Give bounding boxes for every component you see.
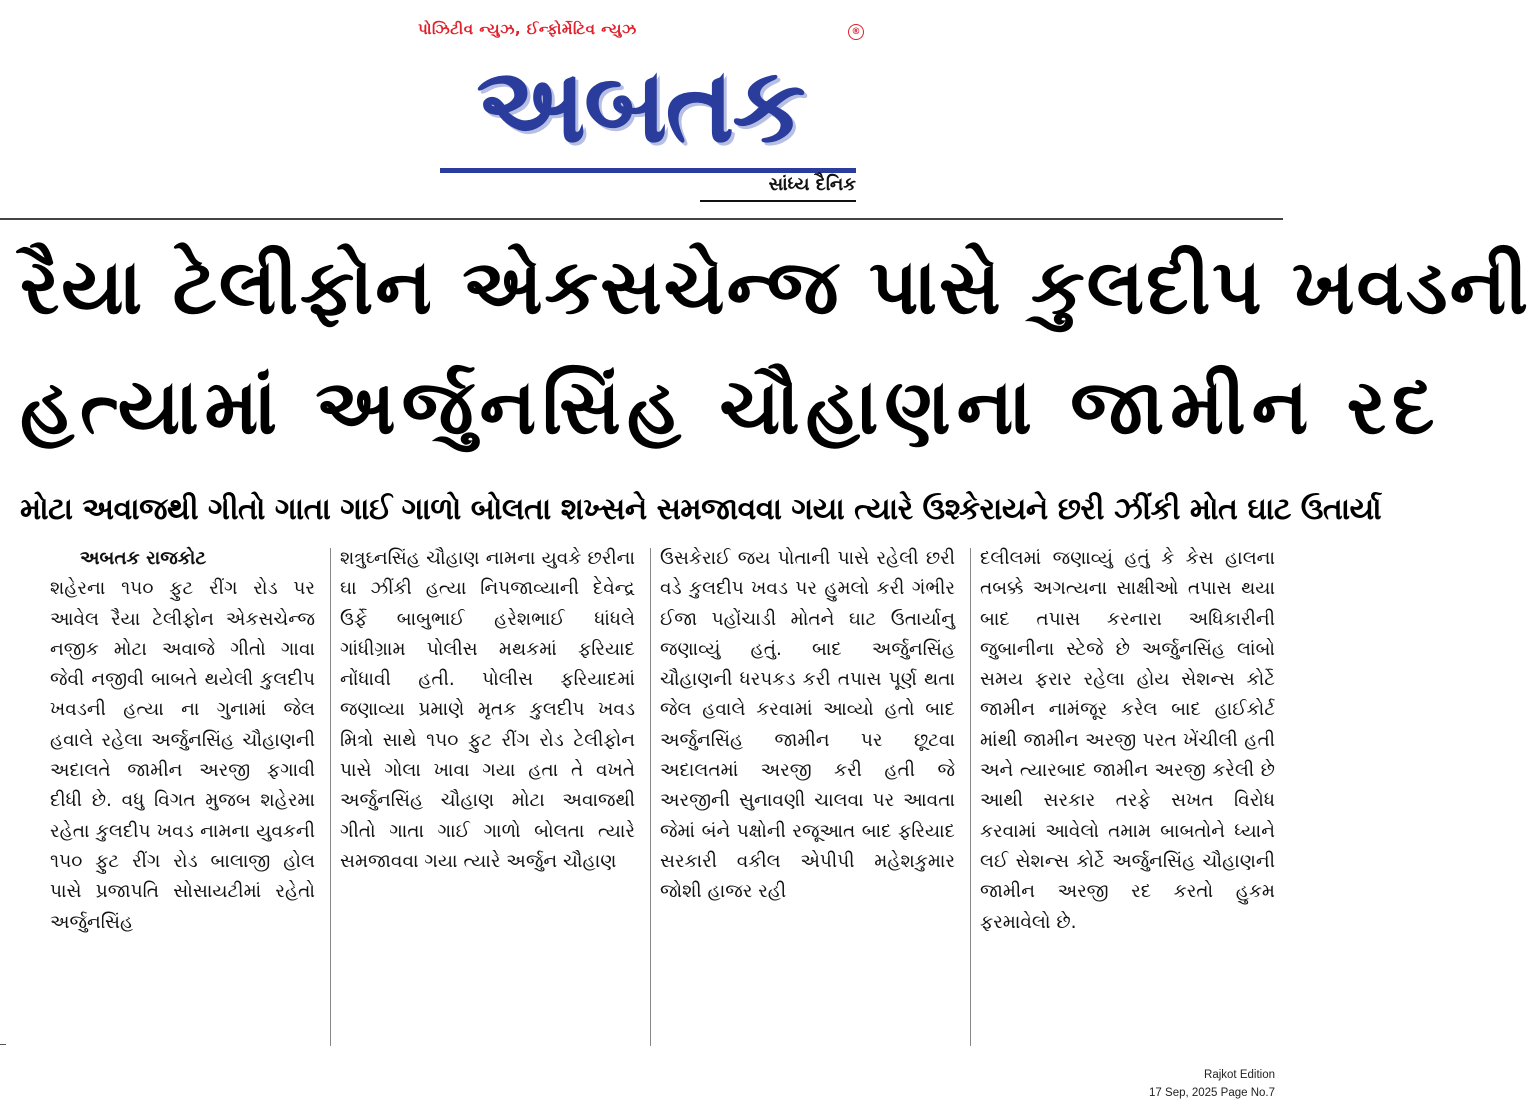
article-column-2 — [340, 544, 635, 1050]
registered-mark-icon: ® — [848, 24, 864, 40]
masthead-tagline: પોઝિટીવ ન્યુઝ, ઈન્ફોર્મેટિવ ન્યુઝ — [418, 20, 637, 38]
article-body — [20, 544, 1275, 1050]
subheadline: મોટા અવાજથી ગીતો ગાતા ગાઈ ગાળો બોલતા શખ્સને સમજાવવા ગયા ત્યારે ઉશ્કેરાયને છરી ઝીંકી મોત ઘાટ ઉતાર્યા — [20, 492, 1382, 527]
column-divider — [970, 548, 971, 1046]
edition-name: Rajkot Edition — [1204, 1069, 1275, 1081]
byline: અબતક રાજકોટ — [80, 548, 207, 569]
newspaper-logo: અબતક — [476, 44, 804, 166]
crop-mark — [0, 1044, 6, 1045]
column-2-text: શત્રુઘ્નસિંહ ચૌહાણ નામના યુવકે છરીના ઘા ઝીંકી હત્યા નિપજાવ્યાની દેવેન્દ્ર ઉર્ફે બાબુભાઈ હરેશભાઈ ધાંધલે ગાંધીગ્રામ પોલીસ મથકમાં ફરિયાદ નોંધાવી હતી. પોલીસ ફરિયાદમાં જણાવ્યા પ્રમાણે મૃતક કુલદીપ ખવડ મિત્રો સાથે ૧૫૦ ફુટ રીંગ રોડ ટેલીફોન પાસે ગોલા ખાવા ગયા હતા તે વખતે અર્જુનસિંહ ચૌહાણ મોટા અવાજથી ગીતો ગાતા ગાઈ ગાળો બોલતા ત્યારે સમજાવવા ગયા ત્યારે અર્જુન ચૌહાણ — [340, 548, 635, 872]
column-3-text: ઉસકેરાઈ જય પોતાની પાસે રહેલી છરી વડે કુલદીપ ખવડ પર હુમલો કરી ગંભીર ઈજા પહોંચાડી મોતને ઘાટ ઉતાર્યાનુ જણાવ્યું હતું. બાદ અર્જુનસિંહ ચૌહાણની ધરપકડ કરી તપાસ પૂર્ણ થતા જેલ હવાલે કરવામાં આવ્યો હતો બાદ અર્જુનસિંહ જામીન પર છૂટવા અદાલતમાં અરજી કરી હતી જે અરજીની સુનાવણી ચાલવા પર આવતા જેમાં બંને પક્ષોની રજૂઆત બાદ ફરિયાદ સરકારી વકીલ એપીપી મહેશકુમાર જોશી હાજર રહી — [660, 548, 955, 903]
article-column-1 — [20, 544, 315, 1050]
column-divider — [330, 548, 331, 1046]
column-divider — [650, 548, 651, 1046]
article-column-3 — [660, 544, 955, 1050]
masthead-subtitle: સાંધ્ય દૈનિક — [700, 174, 856, 202]
article-column-4 — [980, 544, 1275, 1050]
column-1-text: શહેરના ૧૫૦ ફુટ રીંગ રોડ પર આવેલ રૈયા ટેલીફોન એકસચેન્જ નજીક મોટા અવાજે ગીતો ગાવા જેવી નજીવી બાબતે થયેલી કુલદીપ ખવડની હત્યા ના ગુનામાં જેલ હવાલે રહેલા અર્જુનસિંહ ચૌહાણની અદાલતે જામીન અરજી ફગાવી દીધી છે. વધુ વિગત મુજબ શહેરમા રહેતા કુલદીપ ખવડ નામના યુવકની ૧૫૦ ફુટ રીંગ રોડ બાલાજી હોલ પાસે પ્રજાપતિ સોસાયટીમાં રહેતો અર્જુનસિંહ — [50, 578, 315, 933]
headline-line-2: હત્યામાં અર્જુનસિંહ ચૌહાણના જામીન રદ — [20, 362, 1441, 451]
edition-date-page: 17 Sep, 2025 Page No.7 — [1149, 1087, 1275, 1099]
edition-footer — [1075, 1066, 1275, 1102]
masthead-divider — [0, 218, 1283, 220]
headline-line-1: રૈયા ટેલીફોન એકસચેન્જ પાસે કુલદીપ ખવડની — [20, 242, 1530, 331]
column-4-text: દલીલમાં જણાવ્યું હતું કે કેસ હાલના તબક્કે અગત્યના સાક્ષીઓ તપાસ થયા બાદ તપાસ કરનારા અધિકારીની જુબાનીના સ્ટેજે છે અર્જુનસિંહ લાંબો સમય ફરાર રહેલા હોય સેશન્સ કોર્ટે જામીન નામંજૂર કરેલ બાદ હાઈકોર્ટ માંથી જામીન અરજી પરત ખેંચીલી હતી અને ત્યારબાદ જામીન અરજી કરેલી છે આથી સરકાર તરફે સખત વિરોધ કરવામાં આવેલો તમામ બાબતોને ધ્યાને લઈ સેશન્સ કોર્ટે અર્જુનસિંહ ચૌહાણની જામીન અરજી રદ કરતો હુકમ ફરમાવેલો છે. — [980, 548, 1275, 933]
logo-underline — [440, 168, 856, 173]
masthead — [0, 0, 1283, 210]
